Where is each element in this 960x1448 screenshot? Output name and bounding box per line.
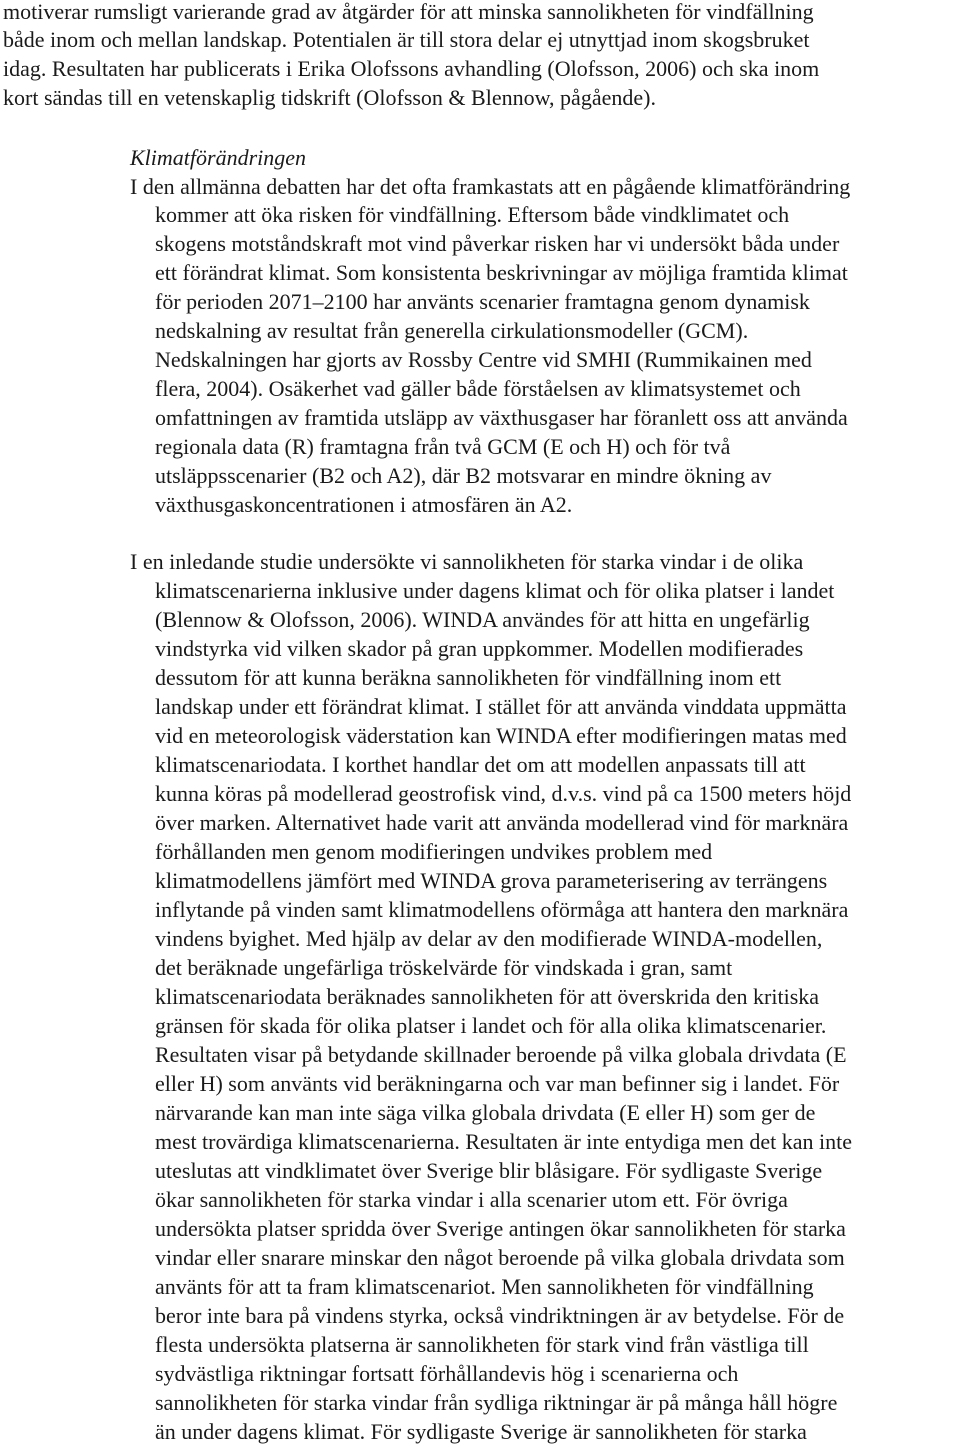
- text-line: flesta undersökta platserna är sannolikheten för stark vind från västliga till: [155, 1332, 809, 1357]
- text-line: (Blennow & Olofsson, 2006). WINDA användes för att hitta en ungefärlig: [155, 607, 810, 632]
- text-line: för perioden 2071–2100 har använts scenarier framtagna genom dynamisk: [155, 289, 810, 314]
- text-line: Nedskalningen har gjorts av Rossby Centre vid SMHI (Rummikainen med: [155, 347, 812, 372]
- text-line: skogens motståndskraft mot vind påverkar risken har vi undersökt båda under: [155, 231, 840, 256]
- text-line: I en inledande studie undersökte vi sannolikheten för starka vindar i de olika: [130, 549, 804, 574]
- text-line: ett förändrat klimat. Som konsistenta beskrivningar av möjliga framtida klimat: [155, 260, 848, 285]
- text-line: vid en meteorologisk väderstation kan WINDA efter modifieringen matas med: [155, 723, 847, 748]
- text-line: beror inte bara på vindens styrka, också vindriktningen är av betydelse. För de: [155, 1303, 845, 1328]
- text-line: använts för att ta fram klimatscenariot. Men sannolikheten för vindfällning: [155, 1274, 814, 1299]
- text-line: undersökta platser spridda över Sverige antingen ökar sannolikheten för starka: [155, 1216, 846, 1241]
- text-line: närvarande kan man inte säga vilka globala drivdata (E eller H) som ger de: [155, 1100, 816, 1125]
- text-line: I den allmänna debatten har det ofta framkastats att en pågående klimatförändring: [130, 174, 851, 199]
- text-line: regionala data (R) framtagna från två GCM (E och H) och för två: [155, 434, 731, 459]
- text-line: ökar sannolikheten för starka vindar i alla scenarier utom ett. För övriga: [155, 1187, 788, 1212]
- text-line: än under dagens klimat. För sydligaste Sverige är sannolikheten för starka: [155, 1419, 807, 1444]
- text-line: kort sändas till en vetenskaplig tidskrift (Olofsson & Blennow, pågående).: [3, 85, 656, 110]
- section-heading: Klimatförändringen: [130, 145, 307, 170]
- text-line: inflytande på vinden samt klimatmodellens oförmåga att hantera den marknära: [155, 897, 849, 922]
- text-line: vindens byighet. Med hjälp av delar av den modifierade WINDA-modellen,: [155, 926, 823, 951]
- text-line: förhållanden men genom modifieringen undvikes problem med: [155, 839, 713, 864]
- text-line: eller H) som använts vid beräkningarna och var man befinner sig i landet. För: [155, 1071, 840, 1096]
- text-line: klimatmodellens jämfört med WINDA grova parameterisering av terrängens: [155, 868, 828, 893]
- text-line: utsläppsscenarier (B2 och A2), där B2 motsvarar en mindre ökning av: [155, 463, 772, 488]
- text-line: motiverar rumsligt varierande grad av åtgärder för att minska sannolikheten för vindfällning: [3, 0, 814, 24]
- text-line: flera, 2004). Osäkerhet vad gäller både förståelsen av klimatsystemet och: [155, 376, 801, 401]
- text-line: landskap under ett förändrat klimat. I stället för att använda vinddata uppmätta: [155, 694, 847, 719]
- text-line: klimatscenariodata beräknades sannolikheten för att överskrida den kritiska: [155, 984, 820, 1009]
- text-line: vindar eller snarare minskar den något beroende på vilka globala drivdata som: [155, 1245, 845, 1270]
- text-line: det beräknade ungefärliga tröskelvärde för vindskada i gran, samt: [155, 955, 733, 980]
- text-line: kommer att öka risken för vindfällning. Eftersom både vindklimatet och: [155, 202, 790, 227]
- text-line: mest trovärdiga klimatscenarierna. Resultaten är inte entydiga men det kan inte: [155, 1129, 853, 1154]
- text-line: sannolikheten för starka vindar från sydliga riktningar är på många håll högre: [155, 1390, 838, 1415]
- text-line: omfattningen av framtida utsläpp av växthusgaser har föranlett oss att använda: [155, 405, 848, 430]
- text-line: sydvästliga riktningar fortsatt förhållandevis hög i scenarierna och: [155, 1361, 739, 1386]
- text-line: vindstyrka vid vilken skador på gran uppkommer. Modellen modifierades: [155, 636, 804, 661]
- text-line: växthusgaskoncentrationen i atmosfären än A2.: [155, 492, 573, 517]
- text-line: gränsen för skada för olika platser i landet och för alla olika klimatscenarier.: [155, 1013, 827, 1038]
- text-line: uteslutas att vindklimatet över Sverige blir blåsigare. För sydligaste Sverige: [155, 1158, 823, 1183]
- text-line: idag. Resultaten har publicerats i Erika Olofssons avhandling (Olofsson, 2006) och ska inom: [3, 56, 820, 81]
- text-line: dessutom för att kunna beräkna sannolikheten för vindfällning inom ett: [155, 665, 782, 690]
- text-line: kunna köras på modellerad geostrofisk vind, d.v.s. vind på ca 1500 meters höjd: [155, 781, 852, 806]
- text-line: nedskalning av resultat från generella cirkulationsmodeller (GCM).: [155, 318, 749, 343]
- text-line: både inom och mellan landskap. Potentialen är till stora delar ej utnyttjad inom skogsbruket: [3, 27, 810, 52]
- text-line: över marken. Alternativet hade varit att använda modellerad vind för marknära: [155, 810, 849, 835]
- text-line: klimatscenarierna inklusive under dagens klimat och för olika platser i landet: [155, 578, 835, 603]
- text-line: klimatscenariodata. I korthet handlar det om att modellen anpassats till att: [155, 752, 806, 777]
- text-line: Resultaten visar på betydande skillnader beroende på vilka globala drivdata (E: [155, 1042, 847, 1067]
